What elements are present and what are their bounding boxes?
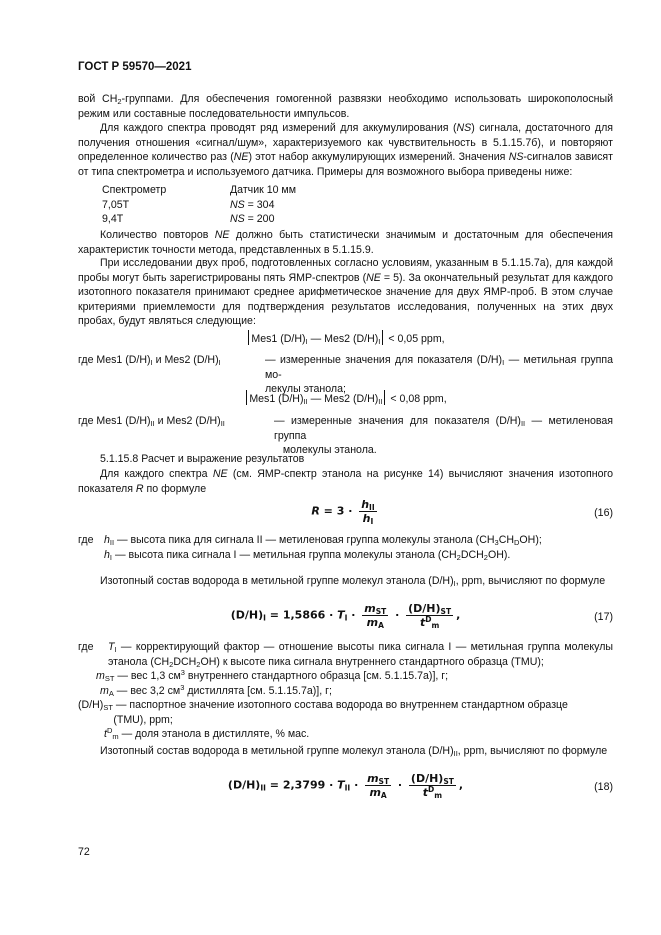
spectrometer-table <box>102 183 296 227</box>
equation-18: $(D/H)_{II} = 2,3799 \cdot T_{II}$ · $\frac{m_{ST}}{m_A}$ · $\frac{(D/H)_{ST}}{t^D_m}$ , (18) <box>227 772 613 800</box>
table-header-row <box>102 183 296 198</box>
equation-number: (17) <box>594 611 613 623</box>
table-header-cell: Спектрометр <box>102 184 167 196</box>
paragraph-1: вой $CH_2$-группами. Для обеспечения гомогенной развязки необходимо использовать широкополосный режим или составные последовательности импульсов. <box>78 93 613 120</box>
paragraph-5: Для каждого спектра NE (см. ЯМР-спектр этанола на рисунке 14) вычисляют значения изотопного показателя R по формуле <box>78 468 614 495</box>
equation-17-definitions: где $T_I$ — корректирующий фактор — отношение высоты пика сигнала I — метильная группа молекулы этанола $(CH_2DCH_2OH)$ к высоте пика сигнала внутреннего стандартного образца (TMU); $m_{ST}$ — вес 1,3 $см^3$ внутреннего стандартного образца [см. 5.1.15.7а)], г; $m_A$ — вес 3,2 $см^3$ дистиллята [см. 5.1.15.7а)], г; $(D/H)_{ST}$ — паспортное значение изотопного состава водорода во внутреннем стандартном образце (TMU), ppm; $t^D_m$ — доля этанола в дистилляте, % мас. <box>78 641 613 741</box>
table-cell: 7,05Т <box>102 198 130 211</box>
paragraph-7: Изотопный состав водорода в метильной группе молекул этанола $(D/H)_{II}$, ppm, вычисляют по формуле <box>100 745 608 758</box>
standard-header: ГОСТ Р 59570—2021 <box>78 61 192 73</box>
section-heading: 5.1.15.8 Расчет и выражение результатов <box>100 453 305 465</box>
acceptance-criterion-2: Mes1 $(D/H)_{II}$ — Mes2 $(D/H)_{II} < 0,08$ ppm, <box>78 390 613 407</box>
equation-16-definitions: где $h_{II}$ — высота пика для сигнала II — метиленовая группа молекулы этанола $(CH_3CH_DOH)$; $h_I$ — высота пика сигнала I — метильная группа молекулы этанола $(CH_2DCH_2OH)$. <box>78 534 542 562</box>
acceptance-criterion-1: Mes1 $(D/H)_I$ — Mes2 $(D/H)_I < 0,05$ ppm, <box>78 330 613 347</box>
paragraph-2: Для каждого спектра проводят ряд измерений для аккумулирования (NS) сигнала, достаточного для получения отношения «сигнал/шум», характеризуемого как чувствительность в 5.1.15.7б), и повторяют определенное количество раз (NE) этот набор аккумулирующих измерений. Значения NS-сигналов зависят от типа спектрометра и используемого датчика. Примеры для возможного выбора приведены ниже: <box>78 122 614 178</box>
paragraph-6: Изотопный состав водорода в метильной группе молекул этанола $(D/H)_I$, ppm, вычисляют по формуле <box>100 575 606 588</box>
table-header-cell: Датчик 10 мм <box>230 184 296 196</box>
table-cell: NS = 304 <box>230 198 275 211</box>
equation-17-coefficient: 1,5866 <box>282 608 326 622</box>
criterion-1-limit: < 0,05 ppm, <box>388 333 445 345</box>
equation-number: (16) <box>594 507 613 519</box>
equation-number: (18) <box>594 781 613 793</box>
paragraph-4: При исследовании двух проб, подготовленных согласно условиям, указанным в 5.1.15.7а), для каждой пробы могут быть зарегистрированы пять ЯМР-спектров (NE = 5). За окончательный результат для каждого изотопного показателя принимают среднее арифметическое значение для двух ЯМР-проб. В этом случае критериями приемлемости для подтверждения результатов исследования, полученных на этих двух пробах, будут являться следующие: <box>78 257 613 327</box>
equation-18-coefficient: 2,3799 <box>282 778 326 792</box>
criterion-2-where: где Mes1 $(D/H)_{II}$ и Mes2 $(D/H)_{II}$ — измеренные значения для показателя $(D/H)_{II}$ — метиленовая группа молекулы этанола. <box>78 415 613 456</box>
table-row <box>102 212 296 227</box>
table-row <box>102 198 296 213</box>
table-cell: 9,4Т <box>102 213 124 225</box>
paragraph-3: Количество повторов NE должно быть статистически значимым и достаточным для обеспечения характеристик точности метода, представленных в 5.1.15.9. <box>78 229 613 256</box>
table-cell: NS = 200 <box>230 213 275 225</box>
criterion-2-limit: < 0,08 ppm, <box>390 393 447 405</box>
equation-16: R = 3 · $\frac{h_{II}}{h_I}$ (16) <box>311 498 613 526</box>
document-page <box>78 0 613 935</box>
criterion-1-where: где Mes1 $(D/H)_I$ и Mes2 $(D/H)_I$ — измеренные значения для показателя $(D/H)_I$ — метильная группа мо- лекулы этанола; <box>78 354 613 395</box>
page-number: 72 <box>78 846 90 858</box>
equation-17: $(D/H)_I = 1,5866 \cdot T_I$ · $\frac{m_{ST}}{m_A}$ · $\frac{(D/H)_{ST}}{t^D_m}$ , (17) <box>230 602 613 630</box>
